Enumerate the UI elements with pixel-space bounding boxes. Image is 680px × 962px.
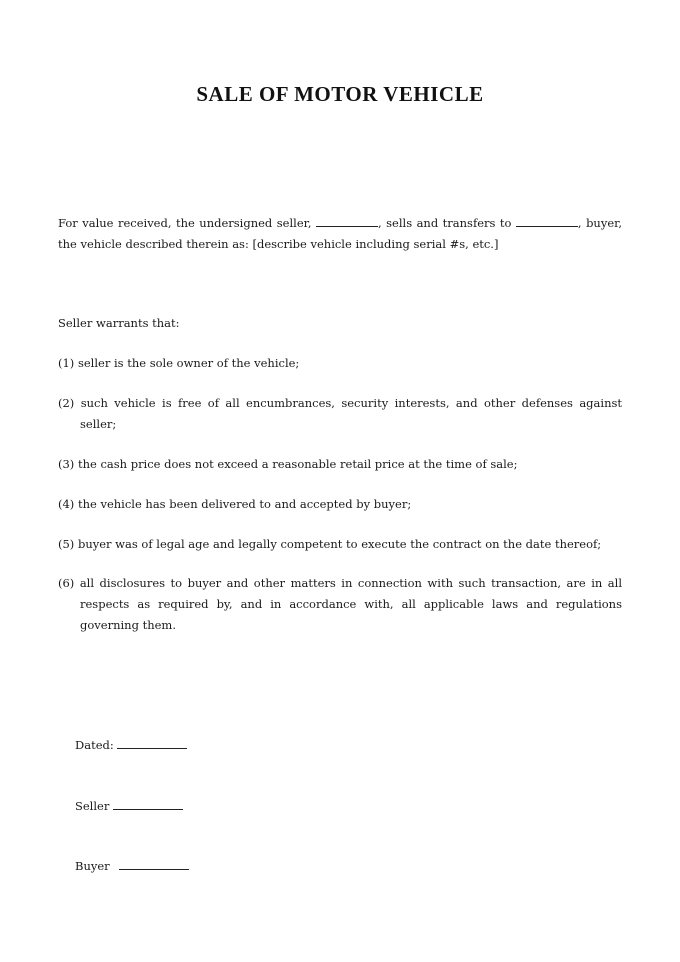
document-title: SALE OF MOTOR VEHICLE [196, 82, 484, 106]
warranty-number: (2) [58, 396, 75, 410]
warranty-item [58, 494, 622, 515]
seller-signature-blank[interactable] [113, 797, 183, 810]
warranty-number: (4) [58, 497, 75, 511]
warranty-text: all disclosures to buyer and other matters in connection with such transaction, are in all respects as required by, and in accordance with, all applicable laws and regulations governing them. [79, 576, 623, 632]
warranty-item [58, 353, 622, 374]
intro-text-part3: , [577, 216, 582, 230]
warranty-number: (3) [58, 457, 75, 471]
seller-signature-line [75, 796, 183, 816]
seller-label: Seller [75, 799, 110, 813]
buyer-signature-blank[interactable] [119, 857, 189, 870]
dated-line [75, 735, 187, 755]
dated-label: Dated: [75, 738, 114, 752]
buyer-name-blank[interactable] [516, 214, 578, 227]
warranty-text: buyer was of legal age and legally competent to execute the contract on the date thereof; [77, 537, 602, 551]
intro-paragraph [58, 213, 622, 255]
warranty-text: the vehicle has been delivered to and accepted by buyer; [77, 497, 412, 511]
intro-text-part4: buyer, the vehicle described therein as: [describe vehicle including serial #s, etc.] [58, 216, 623, 251]
warranty-item [58, 454, 622, 475]
warranty-text: such vehicle is free of all encumbrances, security interests, and other defenses against seller; [80, 396, 622, 431]
warrants-intro: Seller warrants that: [58, 316, 180, 330]
warranty-item [58, 573, 622, 636]
warranty-item [58, 534, 622, 555]
intro-text-part2: , sells and transfers to [378, 216, 512, 230]
warranty-number: (5) [58, 537, 75, 551]
warranty-item [58, 393, 622, 435]
buyer-label: Buyer [75, 859, 110, 873]
warranty-text: the cash price does not exceed a reasonable retail price at the time of sale; [77, 457, 518, 471]
seller-name-blank[interactable] [316, 214, 378, 227]
warranty-number: (6) [58, 576, 75, 590]
date-blank[interactable] [117, 736, 187, 749]
buyer-signature-line [75, 856, 189, 876]
intro-text-part1: For value received, the undersigned seller, [58, 216, 312, 230]
warranty-number: (1) [58, 356, 75, 370]
warranty-text: seller is the sole owner of the vehicle; [77, 356, 300, 370]
